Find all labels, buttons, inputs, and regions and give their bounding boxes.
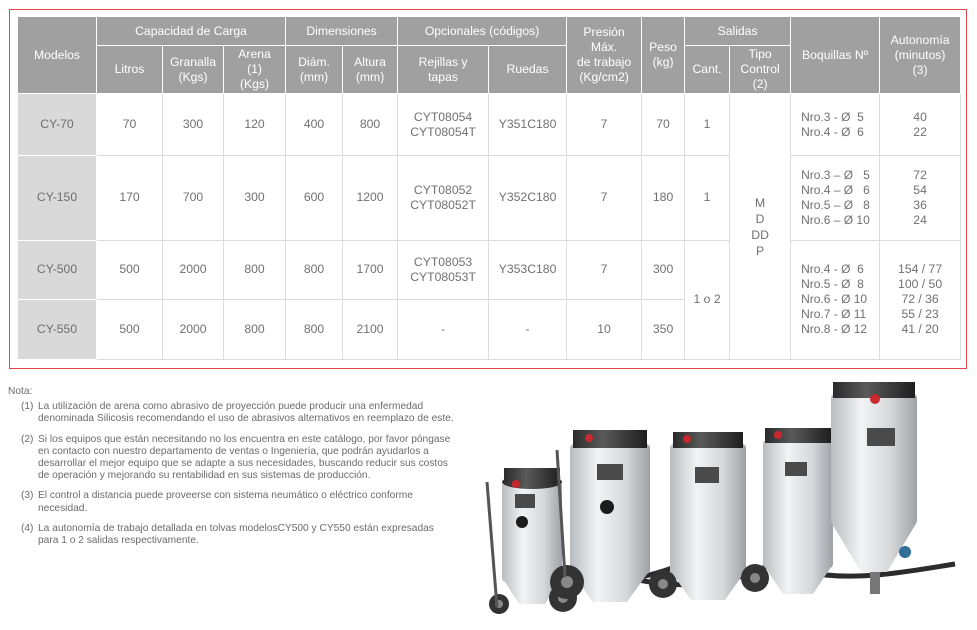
header-grilles: Rejillas y tapas [398, 46, 489, 94]
autonomy-cell: 40 22 [880, 94, 961, 156]
header-height: Altura (mm) [343, 46, 398, 94]
height-cell: 800 [343, 94, 398, 156]
note-item [8, 401, 456, 425]
wheels-cell: Y351C180 [489, 94, 567, 156]
wheels-cell: - [489, 299, 567, 359]
header-grit: Granalla (Kgs) [163, 46, 224, 94]
spec-table [17, 16, 961, 360]
wheels-cell: Y353C180 [489, 240, 567, 299]
header-optionals: Opcionales (códigos) [398, 17, 567, 46]
note-item [8, 523, 456, 547]
machine-cy150 [550, 430, 650, 602]
spec-table-frame [9, 9, 967, 369]
header-models: Modelos [18, 17, 97, 94]
weight-cell: 350 [642, 299, 685, 359]
header-outlets: Salidas [685, 17, 791, 46]
pressure-cell: 7 [567, 94, 642, 156]
liters-cell: 500 [97, 240, 163, 299]
model-cell: CY-500 [18, 240, 97, 299]
nozzles-cell: Nro.4 - Ø 6 Nro.5 - Ø 8 Nro.6 - Ø 10 Nro.7 - Ø 11 Nro.8 - Ø 12 [791, 240, 880, 359]
header-weight: Peso (kg) [642, 17, 685, 94]
grit-cell: 2000 [163, 240, 224, 299]
liters-cell: 500 [97, 299, 163, 359]
weight-cell: 180 [642, 156, 685, 240]
outlet-qty-cell: 1 [685, 94, 730, 156]
model-cell: CY-70 [18, 94, 97, 156]
header-control-type: Tipo Control (2) [730, 46, 791, 94]
header-pressure: Presión Máx. de trabajo (Kg/cm2) [567, 17, 642, 94]
header-wheels: Ruedas [489, 46, 567, 94]
header-capacity: Capacidad de Carga [97, 17, 286, 46]
grit-cell: 700 [163, 156, 224, 240]
product-image [475, 372, 970, 624]
table-row [18, 240, 961, 299]
header-sand: Arena (1) (Kgs) [224, 46, 286, 94]
blasting-machines-illustration [475, 372, 970, 624]
grilles-cell: CYT08054 CYT08054T [398, 94, 489, 156]
pressure-cell: 10 [567, 299, 642, 359]
notes-title: Nota: [8, 386, 33, 397]
liters-cell: 70 [97, 94, 163, 156]
header-outlet-qty: Cant. [685, 46, 730, 94]
header-liters: Litros [97, 46, 163, 94]
autonomy-cell: 72 54 36 24 [880, 156, 961, 240]
note-item [8, 490, 456, 514]
grit-cell: 300 [163, 94, 224, 156]
sand-cell: 300 [224, 156, 286, 240]
note-text: El control a distancia puede proveerse con sistema neumático o eléctrico conforme necesidad. [38, 490, 413, 514]
note-text: La utilización de arena como abrasivo de proyección puede producir una enfermedad denominada Silicosis recomendando el uso de abrasivos alternativos en reemplazo de este. [38, 401, 454, 425]
note-number: (1) [21, 401, 34, 413]
outlet-qty-cell: 1 o 2 [685, 240, 730, 359]
table-row [18, 94, 961, 156]
nozzles-cell: Nro.3 – Ø 5 Nro.4 – Ø 6 Nro.5 – Ø 8 Nro.6 – Ø 10 [791, 156, 880, 240]
machine-cy550 [831, 382, 917, 594]
note-number: (3) [21, 490, 34, 502]
outlet-qty-cell: 1 [685, 156, 730, 240]
height-cell: 1700 [343, 240, 398, 299]
sand-cell: 800 [224, 299, 286, 359]
note-item [8, 434, 456, 483]
header-nozzles: Boquillas Nº [791, 17, 880, 94]
header-autonomy: Autonomía (minutos) (3) [880, 17, 961, 94]
diameter-cell: 800 [286, 240, 343, 299]
liters-cell: 170 [97, 156, 163, 240]
header-diameter: Diám. (mm) [286, 46, 343, 94]
height-cell: 2100 [343, 299, 398, 359]
autonomy-cell: 154 / 77 100 / 50 72 / 36 55 / 23 41 / 20 [880, 240, 961, 359]
wheels-cell: Y352C180 [489, 156, 567, 240]
sand-cell: 120 [224, 94, 286, 156]
machine-cy500-b [741, 428, 833, 594]
grit-cell: 2000 [163, 299, 224, 359]
control-type-cell: M D DD P [730, 94, 791, 360]
model-cell: CY-550 [18, 299, 97, 359]
nozzles-cell: Nro.3 - Ø 5 Nro.4 - Ø 6 [791, 94, 880, 156]
sand-cell: 800 [224, 240, 286, 299]
note-number: (4) [21, 522, 34, 534]
note-text: Si los equipos que están necesitando no los encuentra en este catálogo, por favor póngase en contacto con nuestro departamento de ventas o Ingeniería, que podrán ayudarlos a desarrollar el mejor equipo que se adapte a sus necesidades, buscando reducir sus costos de operación y mejorando su rentabilidad en sus sistemas de producción. [38, 433, 451, 482]
grilles-cell: - [398, 299, 489, 359]
table-row [18, 156, 961, 240]
pressure-cell: 7 [567, 156, 642, 240]
diameter-cell: 800 [286, 299, 343, 359]
header-dimensions: Dimensiones [286, 17, 398, 46]
diameter-cell: 600 [286, 156, 343, 240]
weight-cell: 300 [642, 240, 685, 299]
model-cell: CY-150 [18, 156, 97, 240]
note-text: La autonomía de trabajo detallada en tolvas modelosCY500 y CY550 están expresadas para 1 o 2 salidas respectivamente. [38, 522, 434, 547]
note-number: (2) [21, 433, 34, 445]
diameter-cell: 400 [286, 94, 343, 156]
weight-cell: 70 [642, 94, 685, 156]
grilles-cell: CYT08052 CYT08052T [398, 156, 489, 240]
pressure-cell: 7 [567, 240, 642, 299]
height-cell: 1200 [343, 156, 398, 240]
notes-section [8, 386, 456, 555]
grilles-cell: CYT08053 CYT08053T [398, 240, 489, 299]
machine-cy500-a [649, 432, 746, 600]
